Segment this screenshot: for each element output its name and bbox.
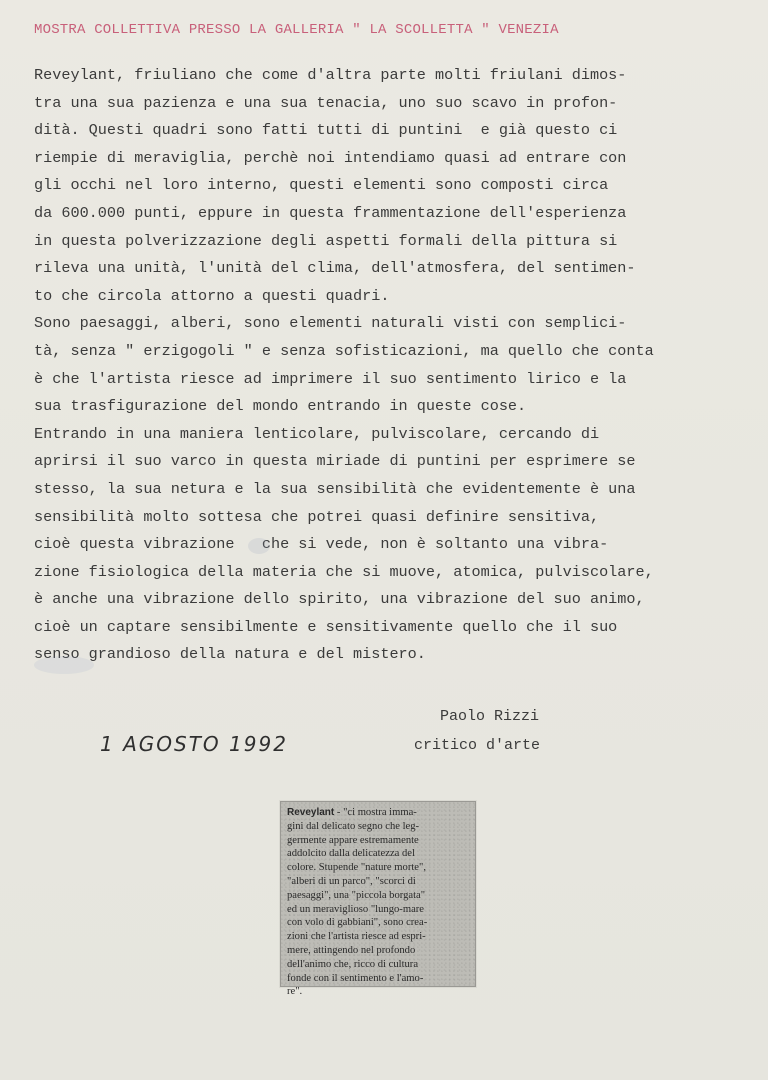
handwritten-date: 1 AGOSTO 1992 (100, 732, 288, 756)
body-line: sua trasfigurazione del mondo entrando in queste cose. (34, 397, 527, 416)
body-line: zione fisiologica della materia che si muove, atomica, pulviscolare, (34, 562, 654, 581)
clipping-line: addolcito dalla delicatezza del (287, 848, 415, 860)
signature-name: Paolo Rizzi (440, 708, 540, 725)
body-line: cioè un captare sensibilmente e sensitivamente quello che il suo (34, 617, 618, 636)
clipping-line: fonde con il sentimento e l'amo- (287, 972, 424, 984)
signature-role: critico d'arte (414, 737, 541, 754)
clipping-line: colore. Stupende "nature morte", (287, 862, 426, 874)
clipping-line: gini dal delicato segno che leg- (287, 820, 420, 832)
body-line: tà, senza " erzigogoli " e senza sofisticazioni, ma quello che conta (34, 341, 654, 360)
clipping-line: dell'animo che, ricco di cultura (287, 958, 419, 970)
body-line: Reveylant, friuliano che come d'altra parte molti friulani dimos- (34, 66, 627, 84)
newspaper-clipping (280, 801, 476, 998)
body-line: è anche una vibrazione dello spirito, una vibrazione del suo animo, (34, 590, 645, 609)
document-title: MOSTRA COLLETTIVA PRESSO LA GALLERIA " LA SCOLLETTA " VENEZIA (34, 22, 559, 38)
body-line: in questa polverizzazione degli aspetti formali della pittura si (34, 231, 618, 250)
body-line: gli occhi nel loro interno, questi elementi sono composti circa (34, 176, 609, 195)
body-line: sensibilità molto sottesa che potrei quasi definire sensitiva, (34, 507, 600, 526)
body-line: tra una sua pazienza e una sua tenacia, uno suo scavo in profon- (34, 93, 618, 112)
clipping-line: ed un meraviglioso "lungo-mare (287, 903, 425, 915)
body-line: stesso, la sua netura e la sua sensibilità che evidentemente è una (34, 479, 636, 498)
clipping-text (287, 806, 473, 999)
clipping-line: germente appare estremamente (287, 834, 419, 846)
body-line: Sono paesaggi, alberi, sono elementi naturali visti con semplici- (34, 314, 627, 333)
body-line: to che circola attorno a questi quadri. (34, 286, 390, 305)
body-line: è che l'artista riesce ad imprimere il suo sentimento lirico e la (34, 369, 627, 388)
body-line: cioè questa vibrazione che si vede, non è soltanto una vibra- (34, 535, 609, 554)
clipping-line: paesaggi", una "piccola borgata" (287, 889, 426, 901)
body-line: Entrando in una maniera lenticolare, pulviscolare, cercando di (34, 424, 600, 443)
body-line: senso grandioso della natura e del mistero. (34, 645, 426, 664)
body-line: da 600.000 punti, eppure in questa frammentazione dell'esperienza (34, 203, 627, 222)
clipping-line: zioni che l'artista riesce ad espri- (287, 931, 426, 943)
clipping-line: re". (287, 986, 303, 998)
clipping-first-line (287, 806, 473, 820)
clipping-line: mere, attingendo nel profondo (287, 944, 416, 956)
body-line: riempie di meraviglia, perchè noi intendiamo quasi ad entrare con (34, 148, 627, 167)
body-line: aprirsi il suo varco in questa miriade di puntini per esprimere se (34, 452, 636, 471)
ink-smudge (34, 656, 94, 674)
review-body (34, 62, 734, 669)
clipping-line: "alberi di un parco", "scorci di (287, 875, 416, 887)
ink-smudge (248, 538, 270, 554)
body-line: dità. Questi quadri sono fatti tutti di puntini e già questo ci (34, 121, 618, 140)
clipping-line: - "ci mostra imma- (334, 807, 417, 818)
body-line: rileva una unità, l'unità del clima, dell'atmosfera, del sentimen- (34, 259, 636, 278)
clipping-line: con volo di gabbiani", sono crea- (287, 917, 428, 929)
clipping-lead: Reveylant (287, 807, 335, 818)
